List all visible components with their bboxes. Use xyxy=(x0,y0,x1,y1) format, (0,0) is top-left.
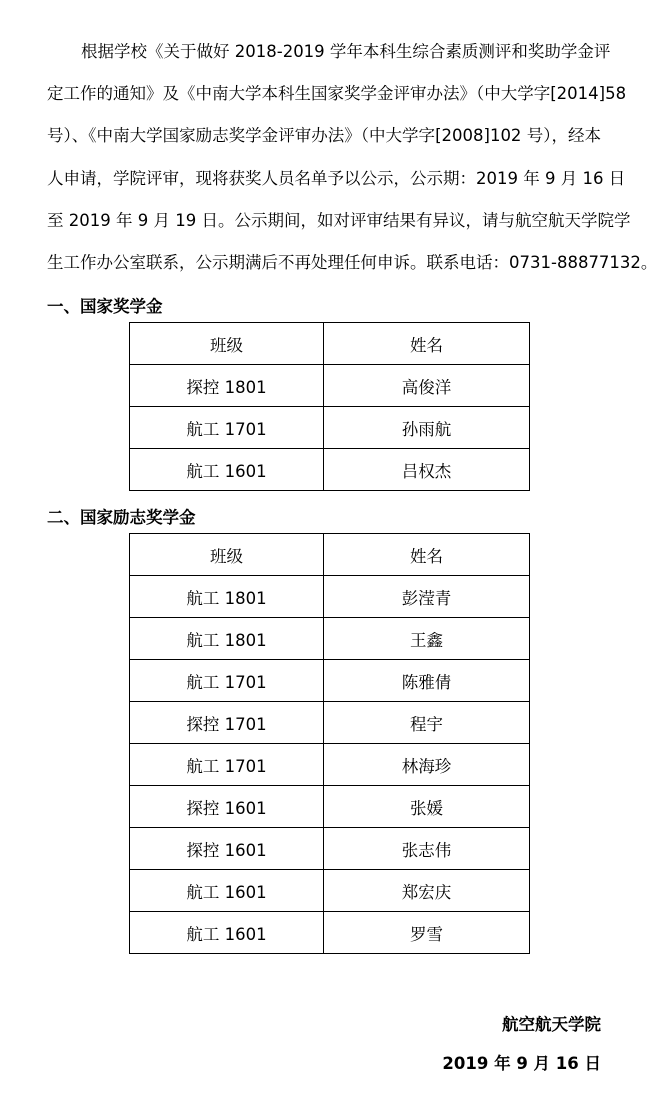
name-cell: 林海珍 xyxy=(324,744,530,786)
table-row xyxy=(130,576,530,618)
column-header-class: 班级 xyxy=(130,534,324,576)
table-row xyxy=(130,407,530,449)
section-heading-national-scholarship: 一、国家奖学金 xyxy=(47,297,163,316)
table-row xyxy=(130,702,530,744)
table-row xyxy=(130,618,530,660)
name-cell: 孙雨航 xyxy=(324,407,530,449)
class-cell: 探控 1601 xyxy=(130,828,324,870)
class-cell: 航工 1801 xyxy=(130,576,324,618)
table-row xyxy=(130,828,530,870)
table-row xyxy=(130,912,530,954)
signature-organization: 航空航天学院 xyxy=(502,1015,601,1034)
name-cell: 程宇 xyxy=(324,702,530,744)
column-header-name: 姓名 xyxy=(324,534,530,576)
class-cell: 航工 1801 xyxy=(130,618,324,660)
section-heading-national-encouragement-scholarship: 二、国家励志奖学金 xyxy=(47,508,196,527)
class-cell: 航工 1601 xyxy=(130,870,324,912)
table-row xyxy=(130,660,530,702)
name-cell: 罗雪 xyxy=(324,912,530,954)
column-header-class: 班级 xyxy=(130,323,324,365)
name-cell: 彭滢青 xyxy=(324,576,530,618)
name-cell: 张媛 xyxy=(324,786,530,828)
intro-line: 根据学校《关于做好 2018-2019 学年本科生综合素质测评和奖助学金评 xyxy=(81,42,611,61)
table-header-row xyxy=(130,534,530,576)
intro-line: 人申请，学院评审，现将获奖人员名单予以公示，公示期：2019 年 9 月 16 日 xyxy=(47,168,626,188)
name-cell: 陈雅倩 xyxy=(324,660,530,702)
class-cell: 航工 1601 xyxy=(130,449,324,491)
column-header-name: 姓名 xyxy=(324,323,530,365)
name-cell: 郑宏庆 xyxy=(324,870,530,912)
class-cell: 航工 1601 xyxy=(130,912,324,954)
table-header-row xyxy=(130,323,530,365)
class-cell: 航工 1701 xyxy=(130,744,324,786)
encouragement-scholarship-table xyxy=(129,533,530,954)
class-cell: 探控 1801 xyxy=(130,365,324,407)
table-row xyxy=(130,365,530,407)
table-row xyxy=(130,449,530,491)
class-cell: 探控 1601 xyxy=(130,786,324,828)
table-row xyxy=(130,870,530,912)
national-scholarship-table xyxy=(129,322,530,491)
intro-paragraph xyxy=(47,31,658,284)
intro-line: 至 2019 年 9 月 19 日。公示期间，如对评审结果有异议，请与航空航天学院学 xyxy=(47,210,631,230)
table-row xyxy=(130,744,530,786)
class-cell: 探控 1701 xyxy=(130,702,324,744)
class-cell: 航工 1701 xyxy=(130,407,324,449)
table-row xyxy=(130,786,530,828)
class-cell: 航工 1701 xyxy=(130,660,324,702)
intro-line: 定工作的通知》及《中南大学本科生国家奖学金评审办法》（中大学字[2014]58 xyxy=(47,84,627,104)
name-cell: 张志伟 xyxy=(324,828,530,870)
name-cell: 吕权杰 xyxy=(324,449,530,491)
name-cell: 高俊洋 xyxy=(324,365,530,407)
intro-line: 号）、《中南大学国家励志奖学金评审办法》（中大学字[2008]102 号），经本 xyxy=(47,126,601,146)
intro-line: 生工作办公室联系，公示期满后不再处理任何申诉。联系电话：0731-88877132。 xyxy=(47,253,658,273)
signature-date: 2019 年 9 月 16 日 xyxy=(442,1054,601,1073)
name-cell: 王鑫 xyxy=(324,618,530,660)
